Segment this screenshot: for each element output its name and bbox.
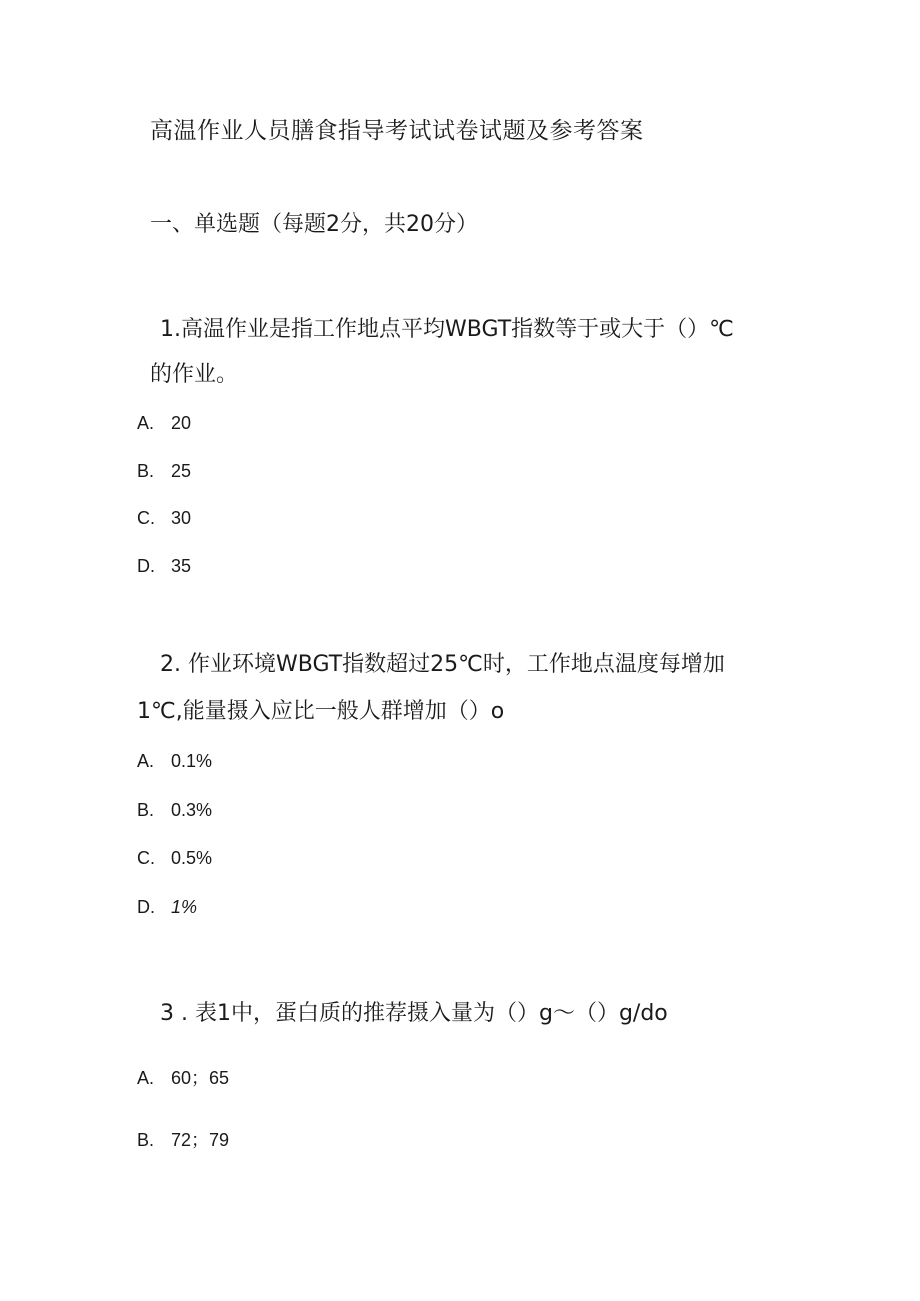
question-3-option-a [137,1064,229,1090]
option-label: A. [137,1068,155,1088]
option-label: B. [137,1130,155,1150]
section-heading: 一、单选题（每题2分，共20分） [150,212,478,237]
option-label: D. [137,556,155,576]
question-2-stem-line-2: 1℃,能量摄入应比一般人群增加（）o [137,699,505,724]
option-label: C. [137,848,155,868]
option-value: 72；79 [171,1130,230,1150]
option-label: B. [137,461,155,481]
document-title: 高温作业人员膳食指导考试试卷试题及参考答案 [150,118,644,144]
option-label: A. [137,413,155,433]
question-1-option-c [137,508,191,529]
option-label: C. [137,508,155,528]
option-value: 0.3% [171,800,213,820]
option-value: 30 [171,508,192,528]
question-2-option-b [137,800,212,821]
option-value: 25 [171,461,192,481]
option-value: 0.5% [171,848,213,868]
question-2-option-c [137,848,212,869]
question-2-stem-line-1: 2. 作业环境WBGT指数超过25℃时，工作地点温度每增加 [160,652,725,677]
option-value: 1% [171,897,198,917]
option-label: D. [137,897,155,917]
question-1-option-b [137,461,191,482]
question-3-option-b [137,1126,229,1152]
option-value: 20 [171,413,192,433]
question-1-stem-line-2: 的作业。 [150,362,239,387]
option-label: A. [137,751,155,771]
option-value: 35 [171,556,192,576]
option-label: B. [137,800,155,820]
question-2-option-d [137,897,197,918]
option-value: 60；65 [171,1068,230,1088]
option-value: 0.1% [171,751,213,771]
question-2-option-a [137,751,212,772]
question-1-option-a [137,413,191,434]
question-1-stem-line-1: 1.高温作业是指工作地点平均WBGT指数等于或大于（）℃ [160,317,734,342]
question-1-option-d [137,556,191,577]
question-3-stem-line-1: 3 . 表1中，蛋白质的推荐摄入量为（）g～（）g/do [160,1001,668,1026]
